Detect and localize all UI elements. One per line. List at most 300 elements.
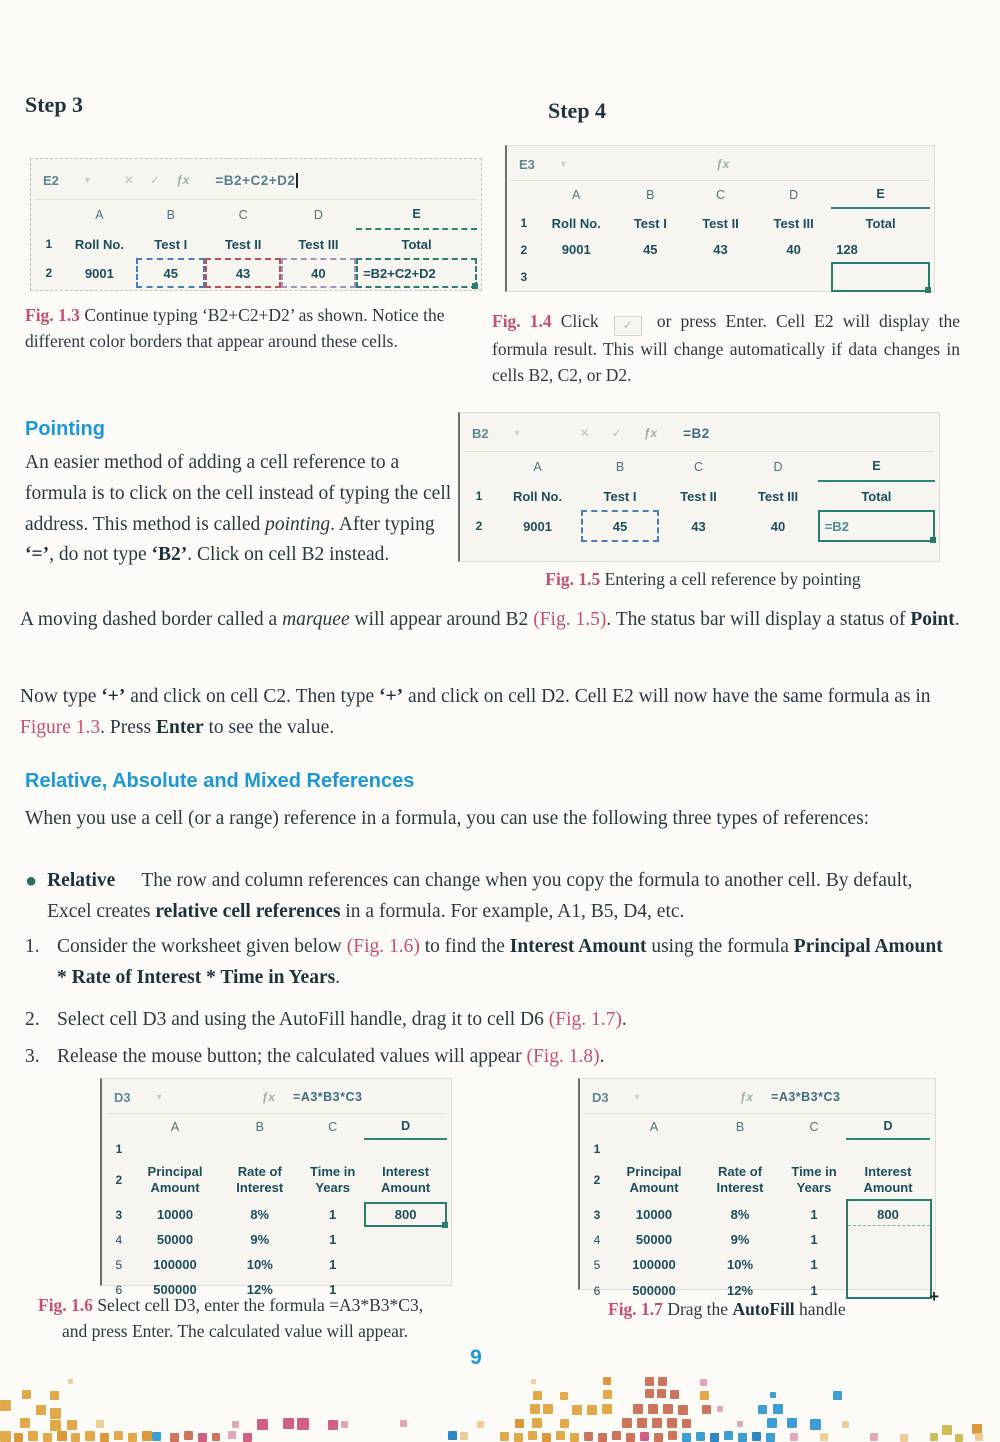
col-header-selected: E bbox=[356, 200, 477, 230]
mosaic-square bbox=[657, 1389, 666, 1398]
cell-b2-marquee: 45 bbox=[136, 258, 205, 288]
mosaic-square bbox=[400, 1420, 407, 1427]
mosaic-square bbox=[500, 1432, 509, 1441]
sheet-cell: 9001 bbox=[523, 518, 552, 534]
fig-1-7-spreadsheet bbox=[578, 1078, 939, 1306]
mosaic-square bbox=[531, 1379, 536, 1384]
formula-bar bbox=[584, 1081, 931, 1114]
sheet-cell: Total bbox=[861, 488, 892, 504]
mosaic-square bbox=[696, 1432, 705, 1441]
mosaic-square bbox=[770, 1392, 776, 1398]
col-header: B bbox=[255, 1120, 264, 1134]
row-number: 1 bbox=[520, 216, 528, 230]
list-text bbox=[57, 932, 945, 994]
sheet-cell: 8% bbox=[730, 1207, 750, 1222]
row-number: 4 bbox=[115, 1232, 123, 1247]
name-box: E3 bbox=[519, 156, 535, 172]
fig-reference: (Fig. 1.6) bbox=[346, 936, 420, 957]
caption-text: Drag the bbox=[667, 1299, 733, 1319]
text: Now type bbox=[20, 686, 102, 707]
col-header: A bbox=[95, 208, 104, 222]
sheet-cell: Roll No. bbox=[512, 488, 563, 504]
mosaic-square bbox=[767, 1418, 777, 1428]
sheet-cell: Test III bbox=[773, 215, 814, 231]
fig-1-7-caption bbox=[608, 1296, 938, 1322]
mosaic-square bbox=[737, 1421, 743, 1427]
mosaic-square bbox=[870, 1433, 878, 1441]
mosaic-square bbox=[556, 1431, 565, 1440]
mosaic-square bbox=[942, 1425, 952, 1435]
row-number: 5 bbox=[115, 1257, 123, 1272]
sheet-row bbox=[464, 510, 935, 542]
col-header-selected: D bbox=[364, 1114, 447, 1140]
mosaic-square bbox=[682, 1419, 691, 1428]
sheet-cell: 100000 bbox=[153, 1257, 197, 1272]
mosaic-square bbox=[283, 1418, 294, 1429]
col-header-selected: E bbox=[818, 452, 935, 482]
text: and click on cell C2. Then type bbox=[125, 686, 379, 707]
sheet-row bbox=[106, 1140, 447, 1158]
fig-label: Fig. 1.5 bbox=[545, 569, 601, 589]
sheet-cell: 12% bbox=[726, 1283, 754, 1298]
mosaic-square bbox=[645, 1377, 654, 1386]
sheet-row bbox=[511, 237, 930, 262]
mosaic-square bbox=[678, 1405, 688, 1415]
mosaic-square bbox=[560, 1419, 569, 1428]
cell-d2-marquee: 40 bbox=[281, 258, 356, 288]
sheet-row bbox=[106, 1202, 447, 1227]
formula-bar bbox=[106, 1081, 447, 1114]
sheet-cell: 1 bbox=[810, 1232, 818, 1247]
col-header: A bbox=[533, 460, 542, 474]
marquee-paragraph bbox=[20, 605, 970, 636]
text: using the formula bbox=[646, 936, 794, 957]
sheet-cell bbox=[616, 262, 685, 292]
column-header-row bbox=[35, 200, 477, 230]
col-header: A bbox=[170, 1120, 180, 1134]
mosaic-square bbox=[658, 1377, 667, 1386]
sheet-cell: 10000 bbox=[156, 1207, 194, 1222]
text: ‘=’ bbox=[25, 544, 50, 566]
col-header: D bbox=[789, 188, 799, 202]
text: Select cell D3 and using the AutoFill handle, drag it to cell D6 bbox=[57, 1009, 549, 1030]
text: and click on cell D2. Cell E2 will now have the same formula as in bbox=[403, 686, 931, 707]
sheet-cell: Interest Amount bbox=[381, 1163, 431, 1195]
formula-bar-text: =B2 bbox=[683, 425, 710, 441]
mosaic-square bbox=[50, 1408, 61, 1419]
sheet-cell: Test III bbox=[757, 488, 799, 504]
mosaic-square bbox=[28, 1431, 38, 1441]
text: . The status bar will display a status of bbox=[606, 609, 911, 630]
mosaic-square bbox=[900, 1434, 908, 1442]
mosaic-square bbox=[0, 1431, 11, 1442]
sheet-cell: 10% bbox=[726, 1257, 754, 1272]
cancel-icon: ✕ bbox=[579, 426, 590, 440]
sheet-cell: 10% bbox=[246, 1257, 273, 1272]
text-cursor bbox=[296, 173, 298, 188]
sheet-cell: 45 bbox=[643, 242, 658, 257]
cell-e2-result: 128 bbox=[836, 242, 858, 257]
mosaic-square bbox=[67, 1420, 77, 1430]
text: Relative bbox=[47, 870, 116, 891]
list-text bbox=[57, 1005, 627, 1036]
text: relative cell references bbox=[155, 900, 341, 922]
text: A moving dashed border called a bbox=[20, 609, 283, 630]
caption-text: handle bbox=[794, 1299, 846, 1319]
mosaic-square bbox=[584, 1432, 593, 1441]
mosaic-square bbox=[50, 1391, 59, 1400]
name-box: D3 bbox=[592, 1089, 609, 1105]
row-number: 2 bbox=[593, 1173, 601, 1187]
row-number: 3 bbox=[593, 1207, 601, 1222]
sheet-cell: Time in Years bbox=[791, 1163, 837, 1195]
cell-d3: 800 bbox=[877, 1207, 899, 1222]
fig-reference: (Fig. 1.5) bbox=[533, 609, 607, 630]
pointing-heading: Pointing bbox=[25, 418, 105, 440]
mosaic-square bbox=[810, 1419, 821, 1430]
mosaic-square bbox=[758, 1405, 767, 1414]
fx-icon: ƒx bbox=[643, 426, 658, 440]
fx-icon: ƒx bbox=[261, 1090, 276, 1104]
fig-1-4-spreadsheet bbox=[505, 145, 935, 292]
sheet-cell: 12% bbox=[246, 1282, 273, 1297]
sheet-cell: Principal Amount bbox=[147, 1163, 203, 1195]
now-type-paragraph bbox=[20, 682, 970, 744]
sheet-cell: Test II bbox=[680, 488, 717, 504]
fig-label: Fig. 1.3 bbox=[25, 305, 80, 325]
references-intro: When you use a cell (or a range) reference in a formula, you can use the following three types of references: bbox=[25, 808, 870, 829]
caption-text: Entering a cell reference by pointing bbox=[604, 569, 861, 589]
sheet-cell: 40 bbox=[786, 242, 801, 257]
col-header: C bbox=[715, 188, 726, 202]
fig-label: Fig. 1.6 bbox=[38, 1295, 93, 1315]
mosaic-square bbox=[560, 1392, 568, 1400]
mosaic-square bbox=[57, 1431, 67, 1441]
autofill-plus-cursor: + bbox=[929, 1287, 939, 1306]
column-header-row bbox=[106, 1114, 447, 1140]
name-box: B2 bbox=[472, 425, 489, 441]
name-box-dropdown-icon: ▾ bbox=[84, 174, 90, 186]
col-header: C bbox=[809, 1120, 819, 1134]
fig-label: Fig. 1.4 bbox=[492, 311, 552, 331]
text: . Click on cell B2 instead. bbox=[187, 544, 390, 566]
fx-icon: ƒx bbox=[739, 1090, 754, 1104]
mosaic-square bbox=[633, 1404, 643, 1414]
formula-bar-text: =A3*B3*C3 bbox=[771, 1090, 841, 1104]
mosaic-square bbox=[930, 1433, 938, 1441]
sheet-cell: 9% bbox=[730, 1232, 750, 1247]
cell-e2-formula: =B2 bbox=[818, 510, 935, 542]
row-number: 1 bbox=[115, 1142, 123, 1156]
fig-1-3-spreadsheet bbox=[30, 158, 482, 291]
mosaic-square bbox=[543, 1404, 553, 1414]
row-number: 2 bbox=[45, 266, 53, 280]
sheet-row bbox=[511, 262, 930, 292]
sheet-cell: 40 bbox=[770, 518, 786, 534]
pointing-paragraph bbox=[25, 448, 457, 571]
mosaic-square bbox=[572, 1405, 582, 1415]
mosaic-square bbox=[448, 1431, 457, 1440]
mosaic-square bbox=[460, 1432, 468, 1440]
mosaic-square bbox=[975, 1433, 983, 1441]
mosaic-square bbox=[645, 1389, 654, 1398]
sheet-cell: Roll No. bbox=[551, 215, 601, 231]
text: . bbox=[335, 966, 341, 988]
sheet-cell: 50000 bbox=[635, 1232, 673, 1247]
mosaic-square bbox=[773, 1404, 783, 1414]
mosaic-square bbox=[842, 1421, 849, 1428]
sheet-cell bbox=[537, 262, 616, 292]
sheet-cell: 1 bbox=[329, 1207, 337, 1222]
mosaic-square bbox=[790, 1433, 798, 1441]
sheet-cell bbox=[364, 1252, 447, 1277]
formula-bar-text: =B2+C2+D2 bbox=[215, 173, 298, 188]
bullet-text bbox=[47, 866, 960, 928]
mosaic-square bbox=[648, 1404, 658, 1414]
col-header: D bbox=[313, 208, 323, 222]
sheet-cell: Rate of Interest bbox=[716, 1163, 764, 1195]
list-item-3 bbox=[25, 1042, 945, 1073]
sheet-cell: Test II bbox=[224, 236, 262, 252]
caption-text: or press Enter. Cell E2 will display the formula result. This will change automatically if data changes in cells B2, C2, or D2. bbox=[492, 311, 961, 386]
fig-label: Fig. 1.7 bbox=[608, 1299, 663, 1319]
fig-1-6-spreadsheet bbox=[100, 1078, 452, 1297]
text: Consider the worksheet given below bbox=[57, 936, 347, 957]
column-header-row bbox=[584, 1114, 931, 1140]
caption-text: and press Enter. The calculated value will appear. bbox=[62, 1321, 409, 1342]
col-header: B bbox=[646, 188, 655, 202]
text: , do not type bbox=[49, 544, 152, 566]
mosaic-square bbox=[20, 1418, 30, 1428]
sheet-cell: 9001 bbox=[84, 265, 114, 281]
cell-b2-marquee: 45 bbox=[581, 510, 659, 542]
text: . bbox=[954, 609, 960, 630]
sheet-cell: 43 bbox=[713, 242, 728, 257]
sheet-cell: Principal Amount bbox=[626, 1163, 682, 1195]
mosaic-square bbox=[833, 1391, 842, 1400]
fig-1-5-spreadsheet bbox=[458, 412, 940, 562]
enter-icon: ✓ bbox=[150, 173, 161, 187]
corner-cell bbox=[511, 181, 537, 209]
cell-c2-marquee: 43 bbox=[205, 258, 280, 288]
mosaic-square bbox=[341, 1421, 348, 1428]
name-box-dropdown-icon: ▾ bbox=[514, 427, 520, 439]
mosaic-square bbox=[700, 1391, 709, 1400]
text: Principal Amount * Rate of Interest * Time in Years bbox=[57, 936, 943, 988]
sheet-cell: Test II bbox=[702, 215, 739, 231]
mosaic-square bbox=[142, 1431, 152, 1441]
mosaic-square bbox=[724, 1431, 733, 1440]
corner-cell bbox=[106, 1114, 132, 1140]
mosaic-square bbox=[0, 1400, 11, 1411]
sheet-cell: Total bbox=[401, 236, 432, 252]
sheet-row bbox=[584, 1140, 931, 1158]
mosaic-square bbox=[637, 1418, 647, 1428]
mosaic-square bbox=[603, 1390, 612, 1399]
sheet-cell: 9001 bbox=[561, 242, 591, 257]
fig-1-6-caption bbox=[38, 1292, 508, 1345]
references-heading: Relative, Absolute and Mixed References bbox=[25, 770, 415, 792]
mosaic-square bbox=[972, 1424, 982, 1434]
list-number: 3. bbox=[25, 1046, 40, 1067]
row-number: 6 bbox=[593, 1283, 601, 1298]
fig-reference: (Fig. 1.7) bbox=[548, 1009, 622, 1030]
enter-icon: ✓ bbox=[611, 426, 622, 440]
mosaic-square bbox=[22, 1390, 31, 1399]
mosaic-square bbox=[477, 1421, 484, 1428]
sheet-cell: Roll No. bbox=[74, 236, 124, 252]
sheet-cell bbox=[364, 1227, 447, 1252]
sheet-cell: 1 bbox=[329, 1282, 337, 1297]
sheet-cell: 50000 bbox=[156, 1232, 194, 1247]
col-header: B bbox=[615, 460, 625, 474]
row-number: 4 bbox=[593, 1232, 601, 1247]
row-number: 3 bbox=[115, 1207, 123, 1222]
mosaic-square bbox=[114, 1431, 123, 1440]
caption-text: AutoFill bbox=[732, 1299, 795, 1319]
list-number: 2. bbox=[25, 1009, 40, 1030]
sheet-cell: 8% bbox=[250, 1207, 270, 1222]
step-4-heading: Step 4 bbox=[548, 98, 607, 123]
mosaic-square bbox=[328, 1420, 338, 1430]
caption-text: Click bbox=[560, 311, 599, 331]
col-header-selected: E bbox=[831, 181, 930, 209]
mosaic-square bbox=[702, 1405, 711, 1414]
sheet-cell bbox=[685, 262, 756, 292]
mosaic-square bbox=[297, 1418, 309, 1430]
sheet-cell: 100000 bbox=[632, 1257, 676, 1272]
mosaic-square bbox=[717, 1406, 723, 1412]
text: to find the bbox=[419, 936, 510, 957]
row-number: 6 bbox=[115, 1282, 123, 1297]
col-header: C bbox=[328, 1120, 338, 1134]
row-number: 1 bbox=[593, 1142, 601, 1156]
mosaic-square bbox=[787, 1418, 797, 1428]
corner-cell bbox=[35, 200, 63, 230]
text: . After typing bbox=[330, 513, 435, 535]
sheet-cell: Time in Years bbox=[310, 1163, 356, 1195]
mosaic-square bbox=[587, 1405, 597, 1415]
text: to see the value. bbox=[203, 716, 335, 738]
sheet-cell: 1 bbox=[810, 1207, 818, 1222]
caption-text: Select cell D3, enter the formula =A3*B3*C3, bbox=[97, 1295, 424, 1315]
list-item-2 bbox=[25, 1005, 945, 1036]
text: . bbox=[599, 1046, 605, 1067]
mosaic-square bbox=[700, 1379, 707, 1386]
mosaic-square bbox=[612, 1431, 621, 1440]
row-number: 2 bbox=[475, 519, 483, 533]
text: ‘B2’ bbox=[151, 544, 188, 566]
fig-reference: Figure 1.3 bbox=[20, 716, 101, 738]
col-header: C bbox=[693, 460, 704, 474]
mosaic-square bbox=[515, 1419, 524, 1428]
mosaic-square bbox=[50, 1420, 61, 1431]
cell-d3-selected: 800 bbox=[364, 1202, 447, 1227]
text: in a formula. For example, A1, B5, D4, etc. bbox=[340, 900, 685, 922]
mosaic-square bbox=[668, 1431, 677, 1440]
row-number: 2 bbox=[520, 242, 528, 257]
sheet-cell: Total bbox=[865, 215, 896, 231]
name-box: D3 bbox=[114, 1089, 131, 1105]
autofill-range-selection bbox=[846, 1199, 939, 1306]
mosaic-square bbox=[955, 1434, 963, 1442]
text: ‘+’ bbox=[101, 686, 126, 707]
mosaic-square bbox=[532, 1418, 542, 1428]
mosaic-square bbox=[68, 1379, 73, 1384]
sheet-cell: Interest Amount bbox=[863, 1163, 913, 1195]
text: Enter bbox=[155, 716, 204, 738]
mosaic-square bbox=[640, 1432, 649, 1441]
sheet-cell: Test I bbox=[154, 236, 188, 252]
mosaic-square bbox=[622, 1418, 632, 1428]
cancel-icon: ✕ bbox=[123, 173, 134, 187]
mosaic-square bbox=[152, 1432, 161, 1441]
mosaic-square bbox=[96, 1420, 104, 1428]
mosaic-square bbox=[820, 1433, 828, 1441]
fig-1-3-caption bbox=[25, 302, 475, 355]
caption-text: Continue typing ‘B2+C2+D2’ as shown. Notice the different color borders that appear around these cells. bbox=[25, 305, 445, 352]
column-header-row bbox=[511, 181, 930, 209]
mosaic-square bbox=[530, 1404, 540, 1414]
sheet-row bbox=[106, 1252, 447, 1277]
sheet-row bbox=[35, 258, 477, 288]
mosaic-square bbox=[528, 1431, 537, 1440]
col-header: C bbox=[238, 208, 248, 222]
list-item-1 bbox=[25, 932, 945, 994]
sheet-row bbox=[35, 230, 477, 258]
cell-e3-selected bbox=[831, 262, 930, 292]
sheet-cell: 1 bbox=[810, 1283, 818, 1298]
sheet-row bbox=[584, 1158, 931, 1202]
fig-1-5-caption bbox=[468, 566, 938, 592]
name-box-dropdown-icon: ▾ bbox=[156, 1091, 162, 1103]
mosaic-square bbox=[85, 1431, 95, 1441]
fx-icon: ƒx bbox=[715, 157, 730, 171]
sheet-cell: Test III bbox=[298, 236, 339, 252]
mosaic-square bbox=[667, 1418, 677, 1428]
row-number: 5 bbox=[593, 1257, 601, 1272]
formula-bar bbox=[511, 148, 930, 181]
name-box-dropdown-icon: ▾ bbox=[634, 1091, 640, 1103]
name-box: E2 bbox=[43, 172, 59, 188]
list-text bbox=[57, 1042, 604, 1073]
mosaic-square bbox=[752, 1432, 761, 1441]
col-header: A bbox=[572, 188, 581, 202]
mosaic-square bbox=[652, 1418, 662, 1428]
mosaic-square bbox=[602, 1404, 612, 1414]
col-header: D bbox=[773, 460, 783, 474]
corner-cell bbox=[584, 1114, 610, 1140]
bullet-icon: ● bbox=[25, 870, 38, 892]
sheet-row bbox=[464, 482, 935, 510]
text: will appear around B2 bbox=[349, 609, 534, 630]
sheet-cell: 43 bbox=[691, 518, 706, 534]
mosaic-square bbox=[232, 1421, 239, 1428]
mosaic-square bbox=[533, 1391, 542, 1400]
text: . Press bbox=[100, 716, 156, 738]
fig-1-4-caption bbox=[492, 308, 960, 389]
text: marquee bbox=[282, 609, 350, 630]
sheet-cell: 9% bbox=[250, 1232, 270, 1247]
sheet-row bbox=[106, 1227, 447, 1252]
row-number: 1 bbox=[475, 489, 483, 503]
mosaic-square bbox=[257, 1419, 268, 1430]
col-header: A bbox=[649, 1120, 659, 1134]
row-number: 2 bbox=[115, 1173, 123, 1187]
sheet-cell: 500000 bbox=[632, 1283, 676, 1298]
mosaic-square bbox=[184, 1431, 193, 1440]
column-header-row bbox=[464, 452, 935, 482]
